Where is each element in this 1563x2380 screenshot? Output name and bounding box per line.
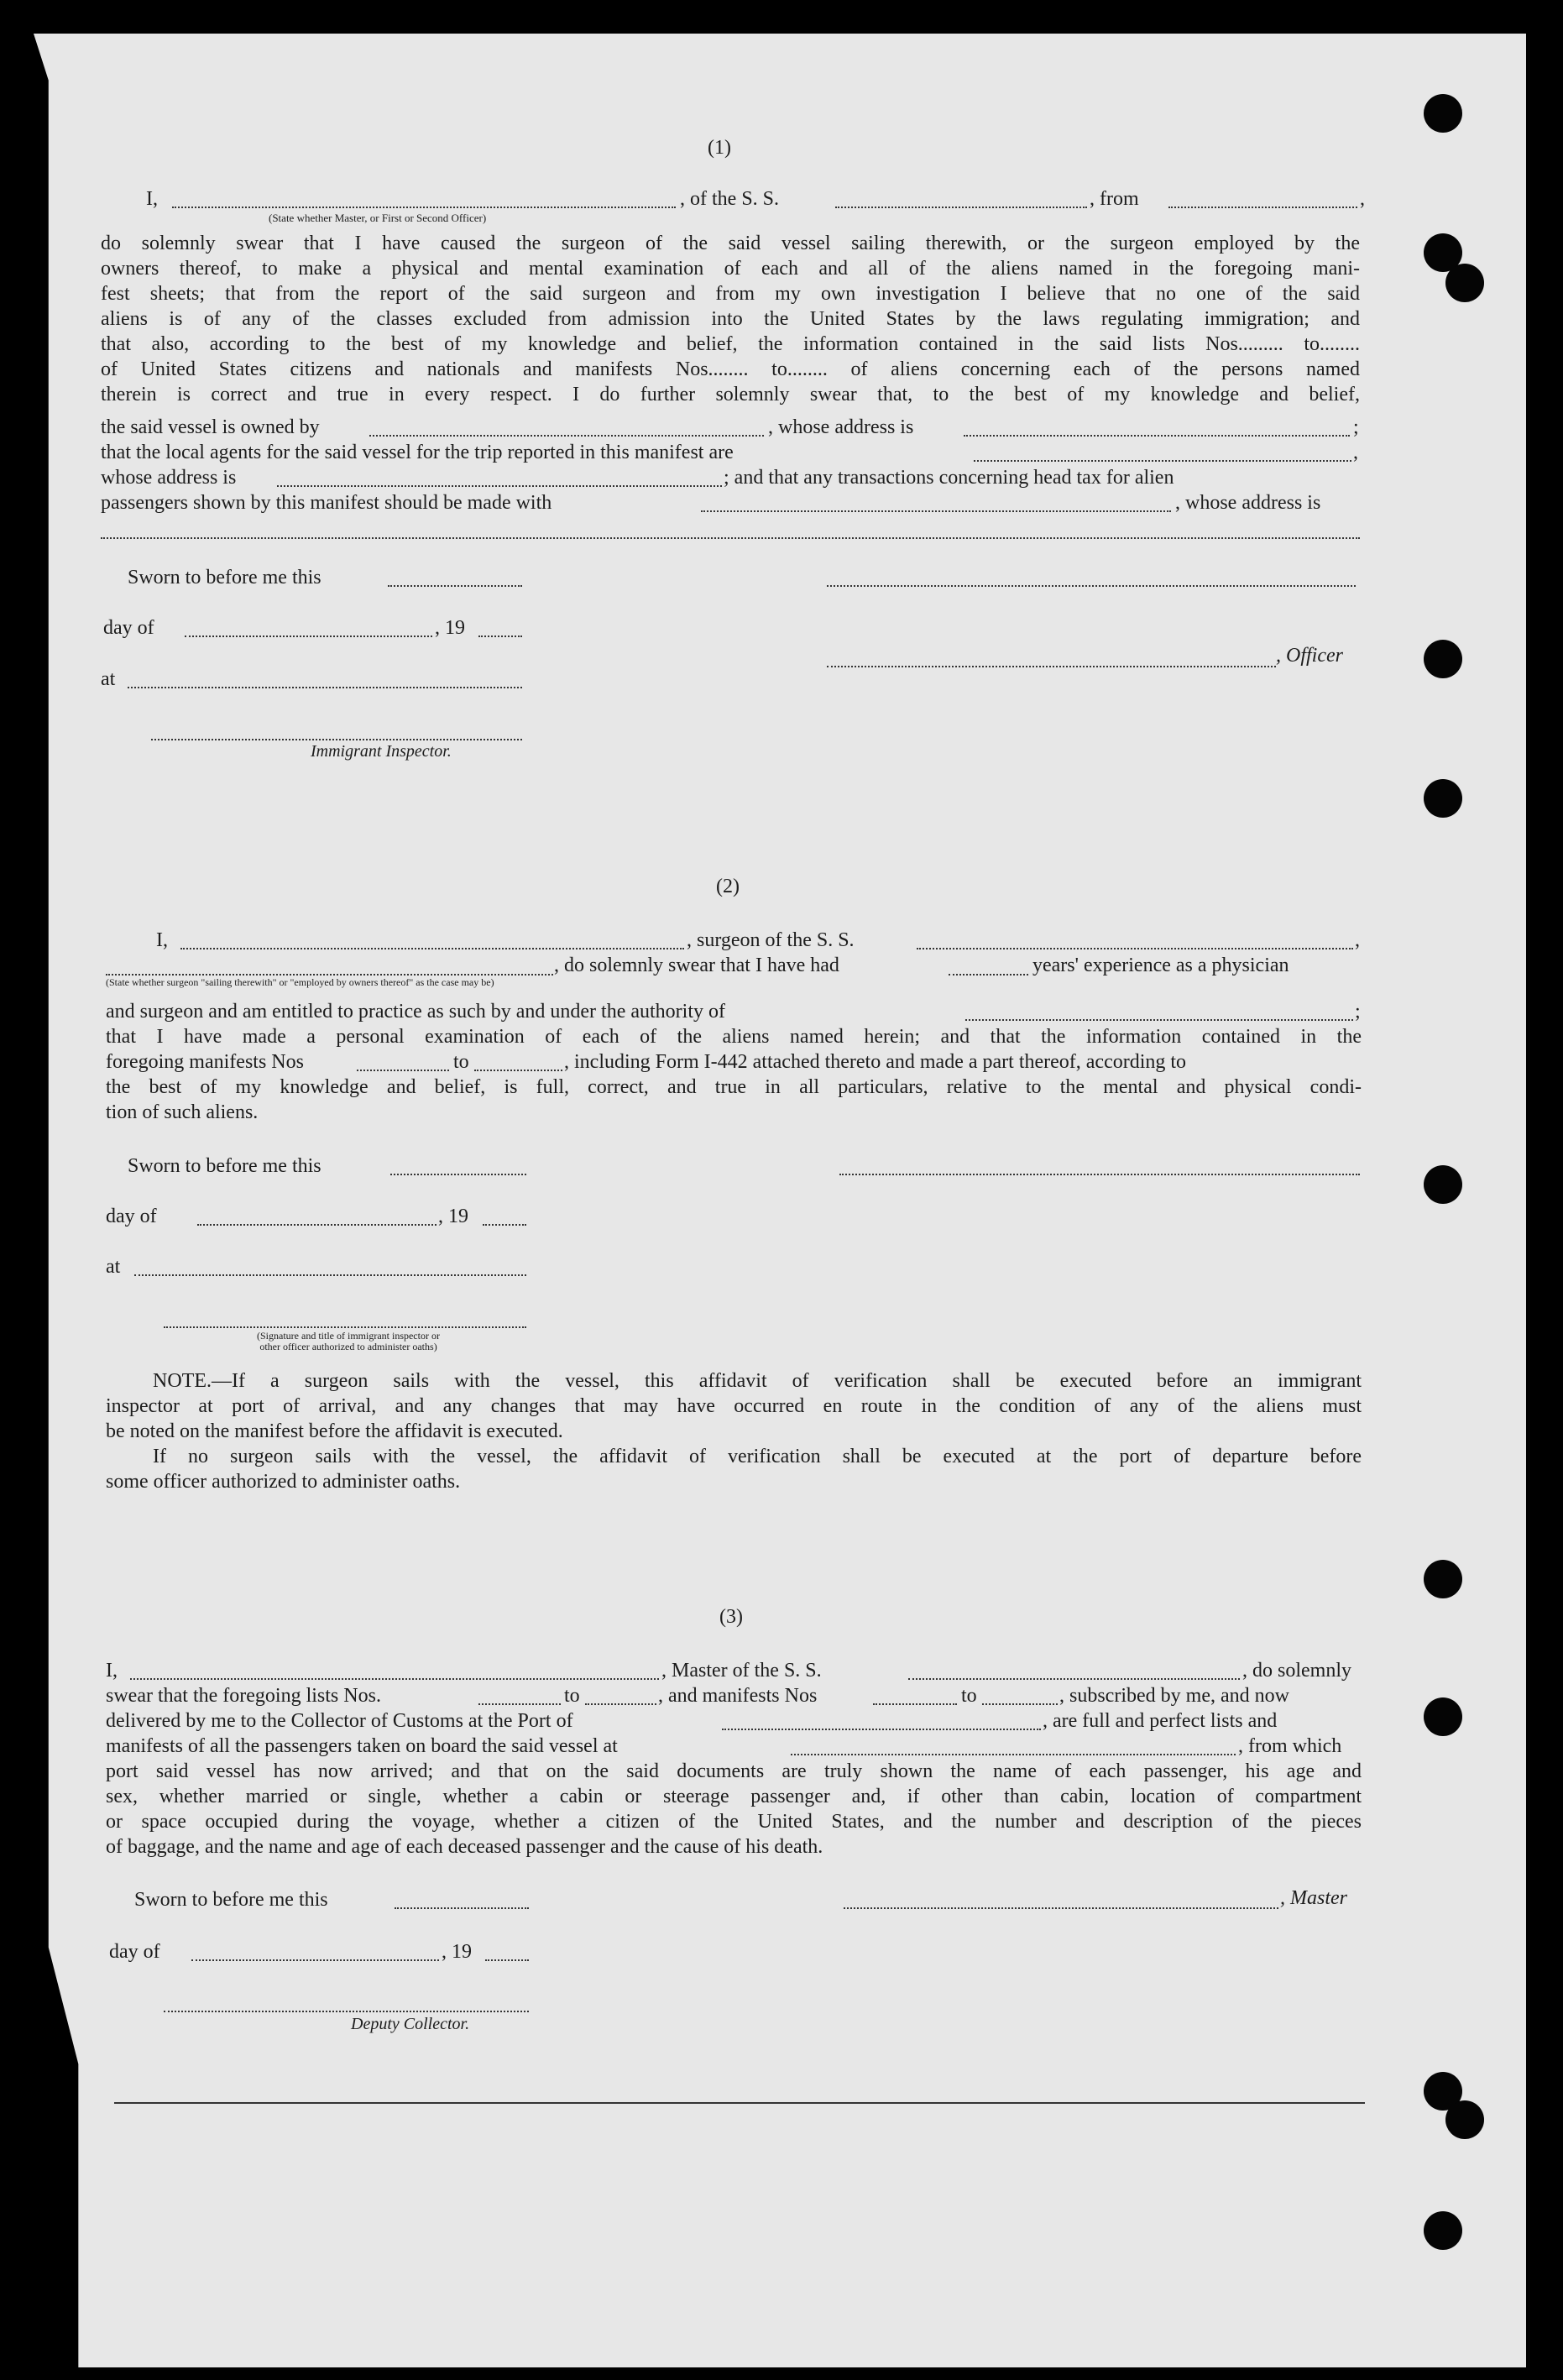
punch-hole bbox=[1424, 1697, 1462, 1736]
sworn-label: Sworn to before me this bbox=[128, 567, 321, 588]
master-label: , Master bbox=[1280, 1887, 1347, 1909]
years-experience-field[interactable] bbox=[949, 974, 1028, 976]
i-label: I, bbox=[146, 188, 158, 210]
year-field[interactable] bbox=[478, 636, 522, 637]
officer-name-field[interactable] bbox=[172, 207, 676, 208]
semicolon: ; bbox=[1355, 1001, 1361, 1023]
authority-field[interactable] bbox=[965, 1019, 1353, 1021]
surgeon-vessel-field[interactable] bbox=[917, 948, 1353, 949]
years-experience-text: years' experience as a physician bbox=[1032, 955, 1289, 976]
surgeon-paragraph: that I have made a personal examination of each of the aliens named herein; and that the information contained in the bbox=[106, 1026, 1362, 1048]
surgeon-state-note: (State whether surgeon "sailing therewith" or "employed by owners thereof" as the case may be) bbox=[106, 976, 494, 988]
master-ss-label: , Master of the S. S. bbox=[661, 1660, 822, 1682]
comma: , bbox=[1360, 188, 1365, 210]
sworn-label: Sworn to before me this bbox=[128, 1155, 321, 1177]
punch-hole bbox=[1424, 2211, 1462, 2250]
master-vessel-field[interactable] bbox=[908, 1678, 1240, 1680]
officer-title-field[interactable] bbox=[827, 666, 1276, 667]
surgeon-name-field[interactable] bbox=[180, 948, 684, 949]
from-which-text: , from which bbox=[1238, 1735, 1342, 1757]
at-place-field[interactable] bbox=[134, 1274, 526, 1276]
signature-note: (Signature and title of immigrant inspector or other officer authorized to administer oaths) bbox=[257, 1330, 440, 1352]
note-paragraph: NOTE.—If a surgeon sails with the vessel, this affidavit of verification shall be executed before an immigrant inspector at port of arrival, and any changes that may have occurred en route in the condition of any of the aliens must be noted on the manifest before the affidavit is executed. If no surgeon sails with the vessel, the affidavit of verification shall be executed at the port of departure before some officer authorized to administer oaths. bbox=[106, 1370, 1362, 1493]
day-of-label: day of bbox=[106, 1206, 157, 1227]
section-number-3: (3) bbox=[719, 1606, 743, 1628]
at-label: at bbox=[106, 1256, 121, 1278]
punch-hole bbox=[1424, 640, 1462, 678]
year-label: , 19 bbox=[435, 617, 465, 639]
officer-signature-field[interactable] bbox=[827, 585, 1356, 587]
manifests-from-field[interactable] bbox=[873, 1703, 957, 1705]
bottom-rule bbox=[114, 2102, 1365, 2104]
punch-hole bbox=[1424, 1165, 1462, 1204]
agents-address-field[interactable] bbox=[277, 485, 722, 487]
surgeon-ss-label: , surgeon of the S. S. bbox=[687, 929, 855, 951]
collector-signature-field[interactable] bbox=[164, 2011, 529, 2012]
sworn-day-field[interactable] bbox=[388, 585, 522, 587]
head-tax-field[interactable] bbox=[701, 510, 1171, 512]
whose-address-label: whose address is bbox=[101, 467, 237, 489]
owned-by-label: the said vessel is owned by bbox=[101, 416, 320, 438]
inspector-label: Immigrant Inspector. bbox=[311, 742, 452, 761]
year-label: , 19 bbox=[442, 1941, 472, 1963]
officer-label: , Officer bbox=[1276, 645, 1343, 667]
manifests-to-field[interactable] bbox=[474, 1070, 562, 1071]
manifests-from-field[interactable] bbox=[357, 1070, 449, 1071]
punch-hole bbox=[1424, 94, 1462, 133]
surgeon-signature-field[interactable] bbox=[839, 1174, 1360, 1175]
head-tax-address-field[interactable] bbox=[101, 537, 1360, 539]
year-label: , 19 bbox=[438, 1206, 468, 1227]
at-label: at bbox=[101, 668, 116, 690]
inspector-signature-field[interactable] bbox=[164, 1326, 526, 1328]
local-agents-field[interactable] bbox=[974, 460, 1351, 462]
full-perfect-text: , are full and perfect lists and bbox=[1043, 1710, 1278, 1732]
to-label: to bbox=[564, 1685, 580, 1707]
from-port-field[interactable] bbox=[1168, 207, 1357, 208]
i-label: I, bbox=[106, 1660, 118, 1682]
master-name-field[interactable] bbox=[130, 1678, 659, 1680]
manifests-to-field[interactable] bbox=[982, 1703, 1058, 1705]
oath-paragraph-1: do solemnly swear that I have caused the surgeon of the said vessel sailing therewith, or the surgeon employed by the owners thereof, to make a physical and mental examination of each and all of the aliens named in the foregoing mani- fest sheets; that from the report of the said surgeon and from my own investigation I believe that no one of the said aliens is of any of the classes excluded from admission into the United States by the laws regulating immigration; and that also, according to the best of my knowledge and belief, the information contained in the said lists Nos......... to........ of United States citizens and nationals and manifests Nos........ to........ of aliens concerning each of the persons named therein is correct and true in every respect. I do further solemnly swear that, to the best of my knowledge and belief, bbox=[101, 233, 1360, 405]
owner-address-label: , whose address is bbox=[768, 416, 914, 438]
from-label: , from bbox=[1090, 188, 1139, 210]
local-agents-label: that the local agents for the said vessel for the trip reported in this manifest are bbox=[101, 442, 734, 463]
head-tax-text: ; and that any transactions concerning head tax for alien bbox=[724, 467, 1174, 489]
surgeon-status-field[interactable] bbox=[106, 974, 553, 976]
sworn-day-field[interactable] bbox=[395, 1907, 529, 1909]
authority-label: and surgeon and am entitled to practice as such by and under the authority of bbox=[106, 1001, 725, 1023]
subscribed-text: , subscribed by me, and now bbox=[1059, 1685, 1289, 1707]
solemnly-swear-text: , do solemnly swear that I have had bbox=[554, 955, 839, 976]
inspector-signature-field[interactable] bbox=[151, 739, 522, 740]
comma: , bbox=[1355, 929, 1360, 951]
lists-nos-label: swear that the foregoing lists Nos. bbox=[106, 1685, 381, 1707]
to-label: to bbox=[961, 1685, 977, 1707]
lists-to-field[interactable] bbox=[585, 1703, 656, 1705]
state-note: (State whether Master, or First or Second Officer) bbox=[269, 212, 487, 224]
whose-address-label-2: , whose address is bbox=[1175, 492, 1321, 514]
owner-field[interactable] bbox=[369, 435, 764, 437]
vessel-name-field[interactable] bbox=[835, 207, 1087, 208]
year-field[interactable] bbox=[485, 1959, 529, 1961]
sworn-label: Sworn to before me this bbox=[134, 1889, 328, 1911]
ss-label: , of the S. S. bbox=[680, 188, 780, 210]
surgeon-paragraph-end: the best of my knowledge and belief, is full, correct, and true in all particulars, relative to the mental and physical condi- tion of such aliens. bbox=[106, 1076, 1362, 1123]
punch-hole bbox=[1424, 1560, 1462, 1598]
form-i442-text: , including Form I-442 attached thereto and made a part thereof, according to bbox=[564, 1051, 1187, 1073]
sworn-day-field[interactable] bbox=[390, 1174, 526, 1175]
lists-from-field[interactable] bbox=[478, 1703, 561, 1705]
i-label: I, bbox=[156, 929, 168, 951]
port-field[interactable] bbox=[722, 1729, 1041, 1730]
day-of-label: day of bbox=[109, 1941, 160, 1963]
semicolon: ; bbox=[1353, 416, 1359, 438]
master-paragraph: port said vessel has now arrived; and that on the said documents are truly shown the name of each passenger, his age and sex, whether married or single, whether a cabin or steerage passenger and, if other than cabin, location of compartment or space occupied during the voyage, whether a citizen of the United States, and the number and description of the pieces of baggage, and the name and age of each deceased passenger and the cause of his death. bbox=[106, 1760, 1362, 1858]
day-of-label: day of bbox=[103, 617, 154, 639]
collector-port-label: delivered by me to the Collector of Customs at the Port of bbox=[106, 1710, 573, 1732]
comma: , bbox=[1353, 442, 1358, 463]
year-field[interactable] bbox=[483, 1224, 526, 1226]
at-place-field[interactable] bbox=[128, 687, 522, 688]
port-of-departure-field[interactable] bbox=[791, 1754, 1236, 1755]
section-number-2: (2) bbox=[716, 876, 740, 897]
to-label: to bbox=[453, 1051, 469, 1073]
section-number-1: (1) bbox=[708, 137, 731, 159]
master-signature-field[interactable] bbox=[844, 1907, 1278, 1909]
punch-hole bbox=[1424, 779, 1462, 818]
owner-address-field[interactable] bbox=[964, 435, 1350, 437]
punch-hole bbox=[1445, 264, 1484, 302]
month-field[interactable] bbox=[191, 1959, 439, 1961]
head-tax-label: passengers shown by this manifest should be made with bbox=[101, 492, 552, 514]
taken-aboard-label: manifests of all the passengers taken on board the said vessel at bbox=[106, 1735, 618, 1757]
month-field[interactable] bbox=[185, 636, 432, 637]
do-solemnly-text: , do solemnly bbox=[1242, 1660, 1351, 1682]
punch-hole bbox=[1445, 2100, 1484, 2139]
month-field[interactable] bbox=[197, 1224, 436, 1226]
deputy-collector-label: Deputy Collector. bbox=[351, 2015, 470, 2033]
manifests-nos-label: foregoing manifests Nos bbox=[106, 1051, 304, 1073]
manifests-nos-label: , and manifests Nos bbox=[658, 1685, 818, 1707]
